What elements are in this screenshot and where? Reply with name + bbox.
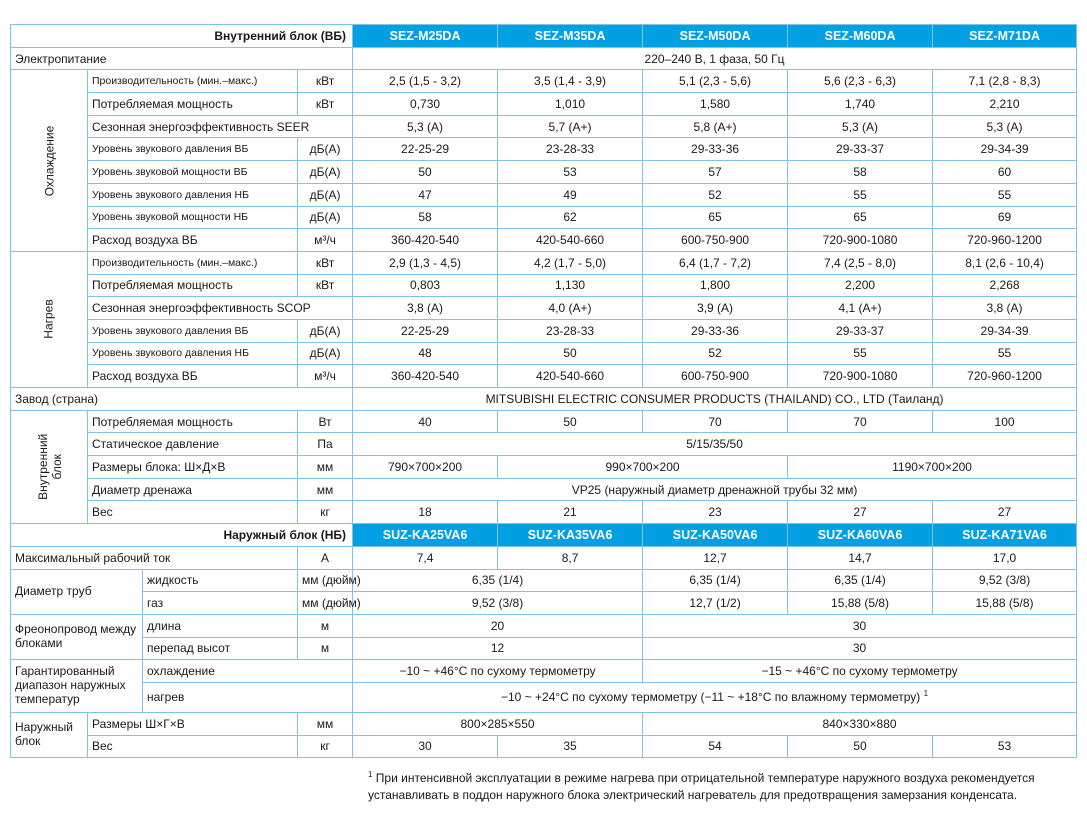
cell-value: 720-900-1080: [788, 365, 933, 388]
indoor-unit-group-label: Внутренний блок: [11, 410, 88, 523]
indoor-model: SEZ-M60DA: [788, 25, 933, 48]
row-label: Потребляемая мощность: [88, 274, 298, 297]
cell-value: 100: [933, 410, 1077, 433]
cell-value: 29-33-36: [643, 138, 788, 161]
cell-value: 15,88 (5/8): [788, 592, 933, 615]
cell-value: 40: [353, 410, 498, 433]
row-label: Размеры блока: Ш×Д×В: [88, 456, 298, 479]
row-label: жидкость: [143, 569, 298, 592]
temp-range-row: [11, 660, 1077, 683]
cell-value: 990×700×200: [498, 456, 788, 479]
factory-value: MITSUBISHI ELECTRIC CONSUMER PRODUCTS (THAILAND) CO., LTD (Таиланд): [353, 388, 1077, 411]
row-unit: м: [298, 637, 353, 660]
cell-value: 8,1 (2,6 - 10,4): [933, 251, 1077, 274]
cell-value: 53: [933, 735, 1077, 758]
cell-value: 420-540-660: [498, 229, 643, 252]
cell-value: 70: [788, 410, 933, 433]
cell-value: 3,8 (А): [353, 297, 498, 320]
row-label: Уровень звукового давления НБ: [88, 342, 298, 365]
cell-value: 58: [353, 206, 498, 229]
row-unit: м³/ч: [298, 365, 353, 388]
cooling-row: [11, 183, 1077, 206]
row-unit: кг: [298, 501, 353, 524]
heating-row: [11, 365, 1077, 388]
cell-value: VP25 (наружный диаметр дренажной трубы 32 мм): [353, 478, 1077, 501]
footnote-line-1: [368, 770, 1074, 787]
cell-value: 22-25-29: [353, 138, 498, 161]
cell-value: 720-960-1200: [933, 365, 1077, 388]
temp-range-group-label: Гарантированный диапазон наружных температур: [11, 660, 143, 713]
heating-row: [11, 297, 1077, 320]
cell-value: 0,730: [353, 93, 498, 116]
row-unit: м: [298, 614, 353, 637]
cell-value: 48: [353, 342, 498, 365]
row-unit: мм (дюйм): [298, 592, 353, 615]
footnote-ref: 1: [923, 689, 929, 699]
cell-value: 30: [643, 637, 1077, 660]
indoor-unit-row: [11, 478, 1077, 501]
row-unit: дБ(А): [298, 342, 353, 365]
cell-value: 2,200: [788, 274, 933, 297]
pipe-diameter-row: [11, 592, 1077, 615]
pipe-diameter-row: [11, 569, 1077, 592]
row-label: Производительность (мин.–макс.): [88, 70, 298, 93]
cell-value: 720-960-1200: [933, 229, 1077, 252]
cell-value: 52: [643, 342, 788, 365]
row-label: перепад высот: [143, 637, 298, 660]
indoor-model: SEZ-M35DA: [498, 25, 643, 48]
heating-row: [11, 251, 1077, 274]
cell-value: 29-33-36: [643, 319, 788, 342]
row-unit: А: [298, 546, 353, 569]
cell-value: 3,5 (1,4 - 3,9): [498, 70, 643, 93]
cooling-group-label: Охлаждение: [11, 70, 88, 252]
indoor-unit-row: [11, 410, 1077, 433]
row-unit: кВт: [298, 93, 353, 116]
max-current-row: [11, 546, 1077, 569]
cell-value: 50: [353, 161, 498, 184]
cell-value: 29-34-39: [933, 138, 1077, 161]
cell-value: 6,4 (1,7 - 7,2): [643, 251, 788, 274]
power-supply-row: [11, 47, 1077, 70]
cell-value: 5,1 (2,3 - 5,6): [643, 70, 788, 93]
cell-value: 9,52 (3/8): [353, 592, 643, 615]
row-label: Вес: [88, 501, 298, 524]
row-label: Уровень звукового давления ВБ: [88, 319, 298, 342]
row-unit: мм: [298, 456, 353, 479]
pipe-diameter-group-label: Диаметр труб: [11, 569, 143, 614]
cell-value: 1,010: [498, 93, 643, 116]
row-label: Уровень звуковой мощности ВБ: [88, 161, 298, 184]
cell-value: 6,35 (1/4): [353, 569, 643, 592]
cell-value: 4,2 (1,7 - 5,0): [498, 251, 643, 274]
cell-value: 47: [353, 183, 498, 206]
row-unit: дБ(А): [298, 183, 353, 206]
outdoor-model: SUZ-KA71VA6: [933, 524, 1077, 547]
cell-value: 1,740: [788, 93, 933, 116]
spec-table: [10, 24, 1077, 758]
cell-value: 1190×700×200: [788, 456, 1077, 479]
cell-value: 54: [643, 735, 788, 758]
outdoor-model: SUZ-KA60VA6: [788, 524, 933, 547]
cell-value: 29-34-39: [933, 319, 1077, 342]
cell-value: 12: [353, 637, 643, 660]
indoor-unit-row: [11, 456, 1077, 479]
cell-value: 70: [643, 410, 788, 433]
indoor-model: SEZ-M25DA: [353, 25, 498, 48]
cell-value: 17,0: [933, 546, 1077, 569]
row-label: Расход воздуха ВБ: [88, 229, 298, 252]
cell-value: 53: [498, 161, 643, 184]
cell-value: [353, 682, 1077, 712]
row-label: Уровень звуковой мощности НБ: [88, 206, 298, 229]
row-label: Потребляемая мощность: [88, 410, 298, 433]
cell-value: 35: [498, 735, 643, 758]
row-label: охлаждение: [143, 660, 353, 683]
cooling-row: [11, 70, 1077, 93]
cell-value: 65: [643, 206, 788, 229]
outdoor-unit-group-label: Наружный блок: [11, 712, 88, 757]
cell-value: 55: [933, 183, 1077, 206]
row-label: Сезонная энергоэффективность SCOP: [88, 297, 353, 320]
indoor-model: SEZ-M50DA: [643, 25, 788, 48]
row-label: Максимальный рабочий ток: [11, 546, 298, 569]
cooling-row: [11, 138, 1077, 161]
cell-value: 23-28-33: [498, 138, 643, 161]
row-unit: мм: [298, 478, 353, 501]
row-unit: м³/ч: [298, 229, 353, 252]
heating-row: [11, 319, 1077, 342]
heating-row: [11, 274, 1077, 297]
refrigerant-line-row: [11, 637, 1077, 660]
spec-table-wrapper: [10, 24, 1076, 758]
cell-value: 30: [643, 614, 1077, 637]
indoor-unit-row: [11, 433, 1077, 456]
cooling-row: [11, 161, 1077, 184]
cell-value: 50: [498, 410, 643, 433]
cell-value: 55: [788, 183, 933, 206]
row-label: Вес: [88, 735, 298, 758]
cell-value: 840×330×880: [643, 712, 1077, 735]
row-label: Потребляемая мощность: [88, 93, 298, 116]
row-unit: мм (дюйм): [298, 569, 353, 592]
cell-value: 18: [353, 501, 498, 524]
cell-value: 4,0 (А+): [498, 297, 643, 320]
row-unit: дБ(А): [298, 138, 353, 161]
row-label: Диаметр дренажа: [88, 478, 298, 501]
cell-value: 9,52 (3/8): [933, 569, 1077, 592]
outdoor-model: SUZ-KA35VA6: [498, 524, 643, 547]
row-label: Размеры Ш×Г×В: [88, 712, 298, 735]
cell-value: 360-420-540: [353, 365, 498, 388]
cell-value: 6,35 (1/4): [788, 569, 933, 592]
cell-value: 790×700×200: [353, 456, 498, 479]
cell-value: 12,7: [643, 546, 788, 569]
outdoor-header-row: [11, 524, 1077, 547]
row-label: Сезонная энергоэффективность SEER: [88, 115, 353, 138]
cooling-row: [11, 229, 1077, 252]
cell-value: 65: [788, 206, 933, 229]
row-unit: кВт: [298, 274, 353, 297]
outdoor-header-label: Наружный блок (НБ): [11, 524, 353, 547]
cell-value: 21: [498, 501, 643, 524]
cell-value: 58: [788, 161, 933, 184]
outdoor-unit-row: [11, 712, 1077, 735]
footnote: [368, 770, 1074, 804]
outdoor-unit-row: [11, 735, 1077, 758]
cell-value: 20: [353, 614, 643, 637]
row-label: длина: [143, 614, 298, 637]
row-unit: Па: [298, 433, 353, 456]
cooling-row: [11, 115, 1077, 138]
cell-value: 420-540-660: [498, 365, 643, 388]
cell-value: 720-900-1080: [788, 229, 933, 252]
cell-value: 2,268: [933, 274, 1077, 297]
cell-value: 5,6 (2,3 - 6,3): [788, 70, 933, 93]
row-label: нагрев: [143, 682, 353, 712]
outdoor-model: SUZ-KA25VA6: [353, 524, 498, 547]
row-unit: дБ(А): [298, 319, 353, 342]
cell-value: 23-28-33: [498, 319, 643, 342]
row-label: Расход воздуха ВБ: [88, 365, 298, 388]
cell-value: 52: [643, 183, 788, 206]
row-label: Производительность (мин.–макс.): [88, 251, 298, 274]
cell-value: 5,3 (А): [353, 115, 498, 138]
cell-value: 800×285×550: [353, 712, 643, 735]
cell-value: 69: [933, 206, 1077, 229]
cell-value: 2,9 (1,3 - 4,5): [353, 251, 498, 274]
factory-row: [11, 388, 1077, 411]
cell-value: 29-33-37: [788, 319, 933, 342]
cell-value: 0,803: [353, 274, 498, 297]
cell-value: 50: [498, 342, 643, 365]
heating-group-label: Нагрев: [11, 251, 88, 387]
cell-value: 6,35 (1/4): [643, 569, 788, 592]
factory-label: Завод (страна): [11, 388, 353, 411]
cell-value: −15 ~ +46°C по сухому термометру: [643, 660, 1077, 683]
row-label: газ: [143, 592, 298, 615]
cell-value: 600-750-900: [643, 229, 788, 252]
cell-value: 23: [643, 501, 788, 524]
cell-value: 5,3 (А): [933, 115, 1077, 138]
cell-value: 60: [933, 161, 1077, 184]
outdoor-model: SUZ-KA50VA6: [643, 524, 788, 547]
cell-value: 12,7 (1/2): [643, 592, 788, 615]
cell-value: 3,8 (А): [933, 297, 1077, 320]
indoor-header-row: [11, 25, 1077, 48]
cell-value: 1,580: [643, 93, 788, 116]
cell-value: 600-750-900: [643, 365, 788, 388]
cell-value: 1,800: [643, 274, 788, 297]
cell-value: 49: [498, 183, 643, 206]
power-supply-value: 220–240 В, 1 фаза, 50 Гц: [353, 47, 1077, 70]
row-unit: кВт: [298, 251, 353, 274]
cell-value: 5,3 (А): [788, 115, 933, 138]
cell-value: 2,210: [933, 93, 1077, 116]
row-unit: кВт: [298, 70, 353, 93]
row-unit: Вт: [298, 410, 353, 433]
footnote-mark: 1: [368, 770, 373, 779]
cell-value: 14,7: [788, 546, 933, 569]
refrigerant-line-row: [11, 614, 1077, 637]
cell-value: 62: [498, 206, 643, 229]
row-label: Уровень звукового давления НБ: [88, 183, 298, 206]
temp-heating-value: −10 ~ +24°C по сухому термометру (−11 ~ +18°C по влажному термометру): [501, 690, 921, 705]
cell-value: 29-33-37: [788, 138, 933, 161]
cell-value: 27: [933, 501, 1077, 524]
footnote-line-2: устанавливать в поддон наружного блока электрический нагреватель для предотвращения замерзания конденсата.: [368, 788, 1018, 802]
row-unit: мм: [298, 712, 353, 735]
cell-value: 57: [643, 161, 788, 184]
cell-value: 5,7 (А+): [498, 115, 643, 138]
indoor-unit-row: [11, 501, 1077, 524]
cell-value: 27: [788, 501, 933, 524]
row-label: Статическое давление: [88, 433, 298, 456]
cell-value: 2,5 (1,5 - 3,2): [353, 70, 498, 93]
cell-value: 50: [788, 735, 933, 758]
cell-value: 55: [933, 342, 1077, 365]
cell-value: 1,130: [498, 274, 643, 297]
row-unit: кг: [298, 735, 353, 758]
cell-value: 3,9 (А): [643, 297, 788, 320]
row-unit: дБ(А): [298, 206, 353, 229]
cell-value: −10 ~ +46°C по сухому термометру: [353, 660, 643, 683]
power-supply-label: Электропитание: [11, 47, 353, 70]
cell-value: 7,1 (2,8 - 8,3): [933, 70, 1077, 93]
cooling-row: [11, 93, 1077, 116]
row-unit: дБ(А): [298, 161, 353, 184]
cell-value: 15,88 (5/8): [933, 592, 1077, 615]
cooling-row: [11, 206, 1077, 229]
row-label: Уровень звукового давления ВБ: [88, 138, 298, 161]
heating-row: [11, 342, 1077, 365]
temp-range-row: [11, 682, 1077, 712]
cell-value: 30: [353, 735, 498, 758]
cell-value: 8,7: [498, 546, 643, 569]
cell-value: 4,1 (А+): [788, 297, 933, 320]
indoor-model: SEZ-M71DA: [933, 25, 1077, 48]
cell-value: 7,4 (2,5 - 8,0): [788, 251, 933, 274]
refrigerant-line-group-label: Фреонопровод между блоками: [11, 614, 143, 659]
indoor-header-label: Внутренний блок (ВБ): [11, 25, 353, 48]
cell-value: 5/15/35/50: [353, 433, 1077, 456]
cell-value: 55: [788, 342, 933, 365]
cell-value: 5,8 (А+): [643, 115, 788, 138]
cell-value: 360-420-540: [353, 229, 498, 252]
cell-value: 7,4: [353, 546, 498, 569]
footnote-text-1: При интенсивной эксплуатации в режиме нагрева при отрицательной температуре наружного воздуха рекомендуется: [375, 771, 1035, 785]
cell-value: 22-25-29: [353, 319, 498, 342]
